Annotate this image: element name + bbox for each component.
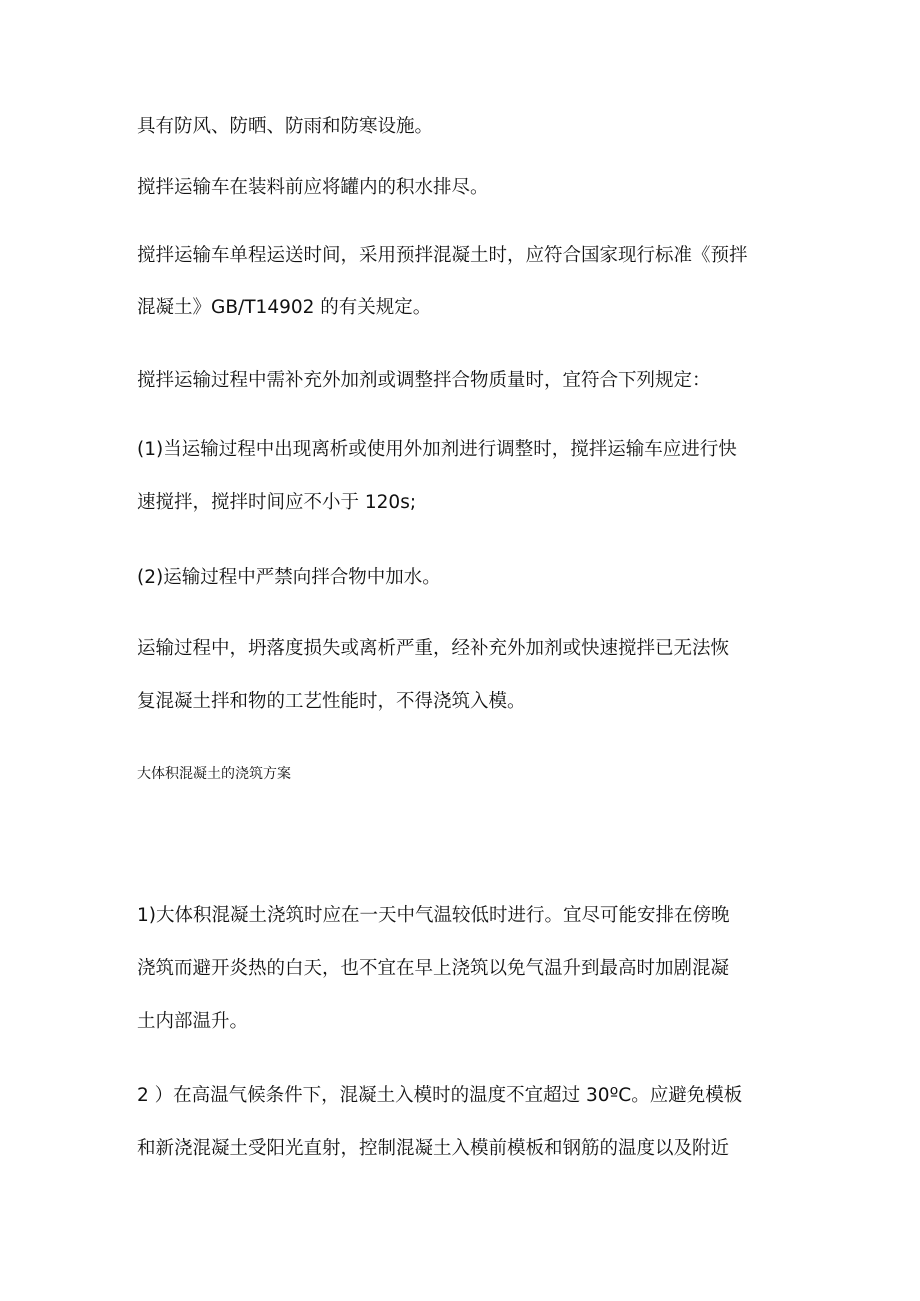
text-line: 具有防风、防晒、防雨和防寒设施。 xyxy=(137,116,434,137)
text-line: 运输过程中，坍落度损失或离析严重，经补充外加剂或快速搅拌已无法恢 xyxy=(137,638,730,659)
text-line: 混凝土》GB/T14902 的有关规定。 xyxy=(137,297,432,318)
text-line: (2)运输过程中严禁向拌合物中加水。 xyxy=(137,567,441,588)
text-line: 复混凝土拌和物的工艺性能时，不得浇筑入模。 xyxy=(137,691,526,712)
text-line: 搅拌运输车在装料前应将罐内的积水排尽。 xyxy=(137,177,489,198)
text-line: 速搅拌，搅拌时间应不小于 120s; xyxy=(137,492,417,513)
text-line: 搅拌运输车单程运送时间，采用预拌混凝土时，应符合国家现行标准《预拌 xyxy=(137,245,748,266)
text-line: 搅拌运输过程中需补充外加剂或调整拌合物质量时，宜符合下列规定： xyxy=(137,370,711,391)
text-line: (1)当运输过程中出现离析或使用外加剂进行调整时，搅拌运输车应进行快 xyxy=(137,439,737,460)
text-line: 1)大体积混凝土浇筑时应在一天中气温较低时进行。宜尽可能安排在傍晚 xyxy=(137,905,730,926)
section-heading: 大体积混凝土的浇筑方案 xyxy=(137,766,291,782)
text-line: 和新浇混凝土受阳光直射，控制混凝土入模前模板和钢筋的温度以及附近 xyxy=(137,1138,730,1159)
text-line: 土内部温升。 xyxy=(137,1011,249,1032)
text-line: 2 ）在高温气候条件下，混凝土入模时的温度不宜超过 30ºC。应避免模板 xyxy=(137,1085,743,1106)
text-line: 浇筑而避开炎热的白天，也不宜在早上浇筑以免气温升到最高时加剧混凝 xyxy=(137,958,730,979)
